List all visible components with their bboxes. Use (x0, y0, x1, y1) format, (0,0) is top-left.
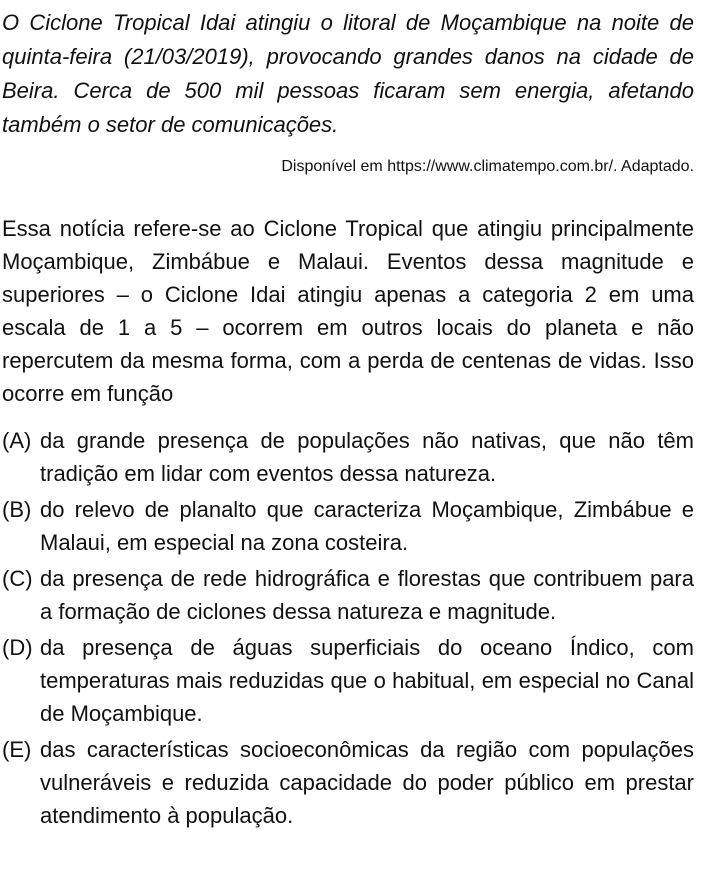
option-text: da presença de águas superficiais do oceano Índico, com temperaturas mais reduzidas que o habitual, em especial no Canal de Moçambique. (40, 635, 694, 726)
source-citation: Disponível em https://www.climatempo.com.br/. Adaptado. (281, 158, 694, 175)
option-letter: (C) (2, 566, 33, 591)
option-letter: (D) (2, 635, 33, 660)
answer-option-e[interactable] (2, 733, 694, 832)
answer-option-c[interactable] (2, 562, 694, 628)
option-text: da presença de rede hidrográfica e florestas que contribuem para a formação de ciclones dessa natureza e magnitude. (40, 566, 694, 624)
option-text: da grande presença de populações não nativas, que não têm tradição em lidar com eventos dessa natureza. (40, 428, 694, 486)
answer-options (2, 424, 694, 832)
answer-option-d[interactable] (2, 631, 694, 730)
news-quote: O Ciclone Tropical Idai atingiu o litoral de Moçambique na noite de quinta-feira (21/03/2019), provocando grandes danos na cidade de Beira. Cerca de 500 mil pessoas ficaram sem energia, afetando também o setor de comunicações. (2, 10, 694, 137)
option-text: das características socioeconômicas da região com populações vulneráveis e reduzida capacidade do poder público em prestar atendimento à população. (40, 737, 694, 828)
option-letter: (A) (2, 428, 32, 453)
option-letter: (E) (2, 737, 32, 762)
option-letter: (B) (2, 497, 32, 522)
answer-option-a[interactable] (2, 424, 694, 490)
answer-option-b[interactable] (2, 493, 694, 559)
option-text: do relevo de planalto que caracteriza Moçambique, Zimbábue e Malaui, em especial na zona costeira. (40, 497, 694, 555)
question-statement: Essa notícia refere-se ao Ciclone Tropical que atingiu principalmente Moçambique, Zimbábue e Malaui. Eventos dessa magnitude e superiores – o Ciclone Idai atingiu apenas a categoria 2 em uma escala de 1 a 5 – ocorrem em outros locais do planeta e não repercutem da mesma forma, com a perda de centenas de vidas. Isso ocorre em função (2, 216, 694, 406)
